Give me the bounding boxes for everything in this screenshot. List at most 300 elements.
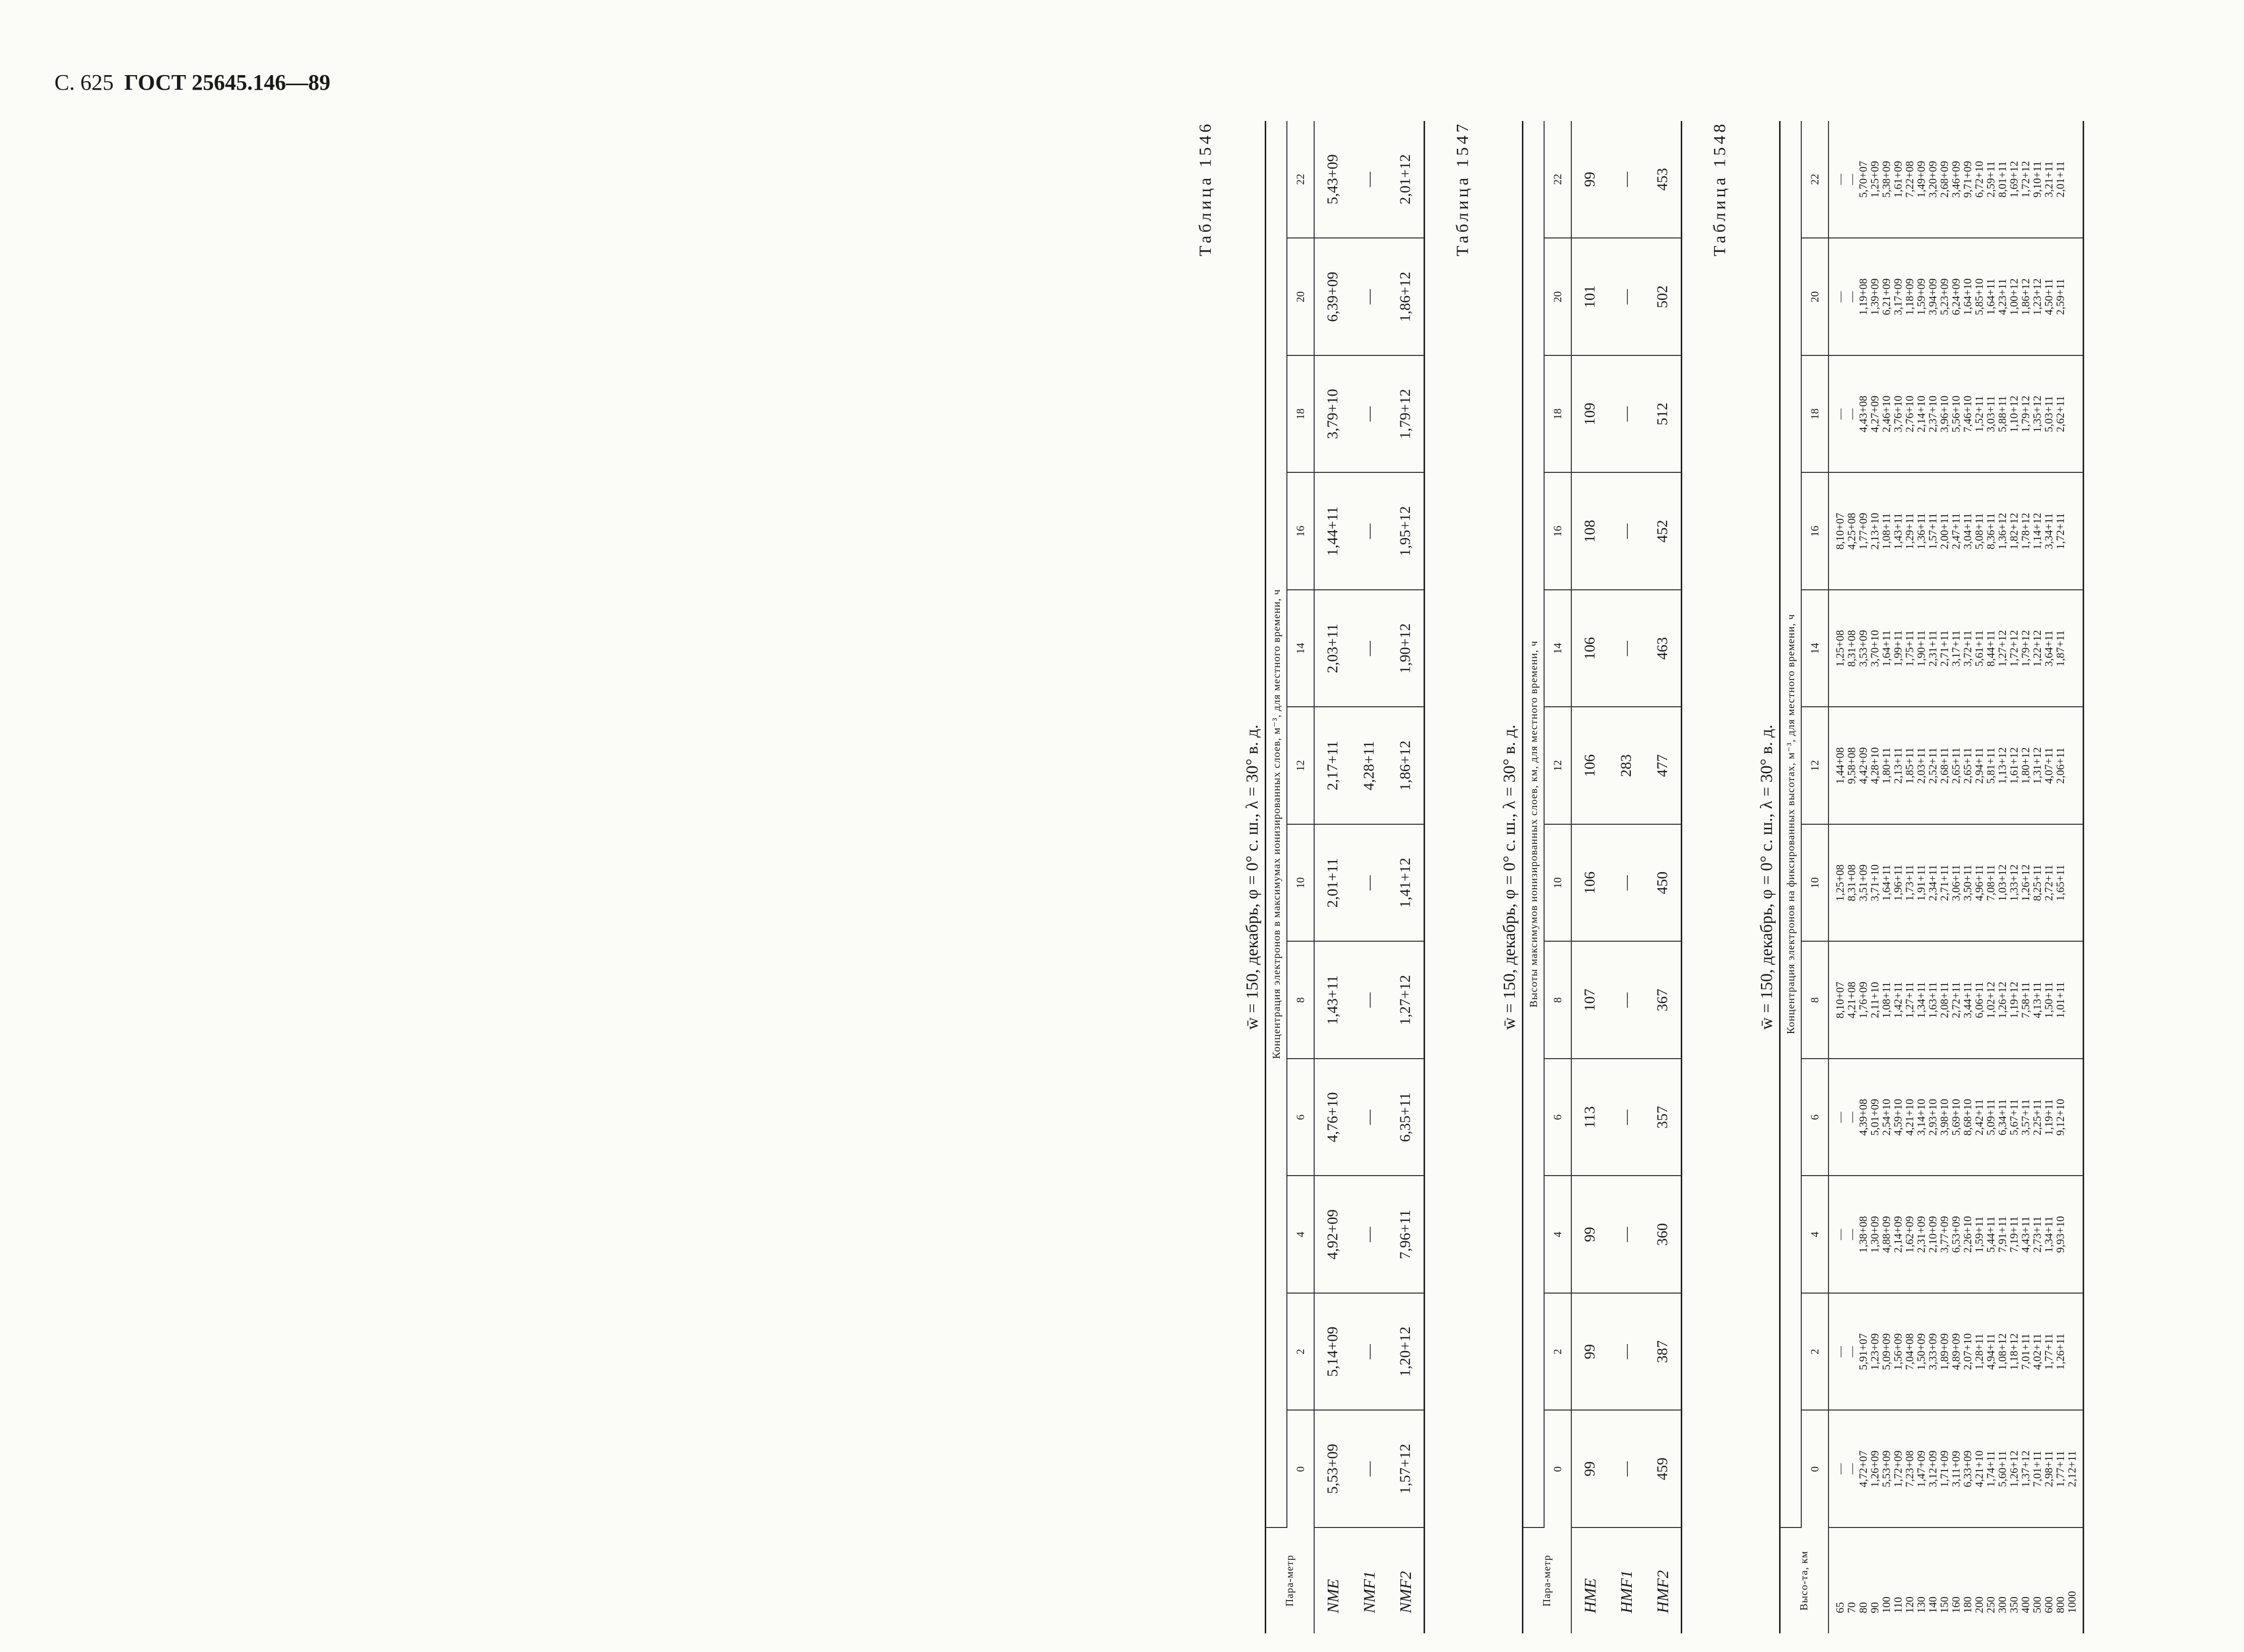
value-cell: 4,23+11 <box>1996 278 2009 315</box>
table-row <box>1351 121 1387 1633</box>
value-cell: 1,30+09 <box>1868 1216 1881 1253</box>
value-cell: 2,07+10 <box>1961 1333 1974 1370</box>
value-cell: 5,61+11 <box>1973 630 1985 667</box>
value-cell: 7,08+11 <box>1984 865 1997 901</box>
value-cell: 2,08+11 <box>1938 982 1951 1018</box>
value-cell: 2,72+11 <box>1950 982 1962 1018</box>
param-name: HME <box>1580 1578 1599 1613</box>
value-cell: 2,31+09 <box>1915 1216 1927 1253</box>
value-cell: 1,80+11 <box>1880 747 1893 784</box>
value-cell: 1,36+12 <box>1996 513 2009 550</box>
value-cell: 4,94+11 <box>1984 1333 1997 1370</box>
value-cell: 4,89+09 <box>1950 1333 1962 1370</box>
value-cell: — <box>1351 121 1387 238</box>
value-cell: 4,21+08 <box>1845 982 1858 1019</box>
value-cell: 6,72+10 <box>1973 161 1985 198</box>
value-cell: 8,01+11 <box>1996 161 2009 198</box>
value-cell: 2,01+11 <box>1314 824 1351 942</box>
value-cell: 2,59+11 <box>1984 161 1997 198</box>
value-cell: 2,17+11 <box>1314 707 1351 825</box>
value-cell: 1,31+12 <box>2031 747 2043 784</box>
hour-header: 4 <box>1544 1176 1571 1294</box>
value-cell: — <box>1608 1411 1644 1528</box>
value-cell: 1,64+10 <box>1961 278 1974 316</box>
value-cell: 3,96+10 <box>1938 395 1951 433</box>
value-cell: 1,59+09 <box>1915 278 1927 316</box>
value-cell: 8,68+10 <box>1961 1098 1974 1136</box>
value-cell: 3,71+10 <box>1868 864 1881 901</box>
value-cell: — <box>1834 291 1846 302</box>
value-column <box>1828 1411 2084 1528</box>
value-cell: 1,96+11 <box>1892 865 1904 901</box>
value-cell: — <box>1351 238 1387 356</box>
value-cell: 5,56+10 <box>1950 395 1962 433</box>
table-1546-block <box>1196 121 1425 1633</box>
value-cell: 6,34+11 <box>1996 1099 2009 1136</box>
value-cell: 99 <box>1571 1411 1608 1528</box>
altitude-value: 200 <box>1973 1597 1985 1613</box>
value-cell: 106 <box>1571 824 1608 942</box>
value-cell: 1,36+11 <box>1915 513 1927 549</box>
param-name: HMF2 <box>1644 1527 1682 1633</box>
value-cell: 1,10+12 <box>2007 395 2020 433</box>
value-cell: 1,71+09 <box>1938 1450 1951 1488</box>
value-cell: 6,39+09 <box>1314 238 1351 356</box>
value-cell: 2,62+11 <box>2054 396 2066 433</box>
value-cell: 7,96+11 <box>1387 1176 1425 1294</box>
value-cell: 1,65+11 <box>2054 865 2066 901</box>
value-cell: 1,72+12 <box>2007 630 2020 667</box>
value-cell: 5,60+11 <box>1996 1450 2009 1487</box>
value-cell: 1,80+12 <box>2019 747 2032 784</box>
value-cell: 99 <box>1571 1293 1608 1411</box>
value-cell: 4,25+08 <box>1845 513 1858 550</box>
value-cell: 1,33+12 <box>2007 864 2020 901</box>
hour-header: 8 <box>1544 942 1571 1059</box>
hour-header: 12 <box>1287 707 1314 825</box>
value-cell: 1,74+11 <box>1984 1450 1997 1487</box>
altitude-header: Высо-та, км <box>1780 1527 1829 1633</box>
value-cell: 7,22+08 <box>1903 161 1916 198</box>
value-cell: 2,25+11 <box>2031 1099 2043 1136</box>
value-cell: — <box>1608 942 1644 1059</box>
value-cell: 1,34+11 <box>2042 1216 2055 1253</box>
value-cell: 1,50+09 <box>1915 1333 1927 1370</box>
value-cell: 1,79+12 <box>2019 630 2032 667</box>
value-cell: 1,34+11 <box>1915 982 1927 1018</box>
value-cell: 2,03+11 <box>1314 590 1351 707</box>
value-cell: 3,34+11 <box>2042 513 2055 549</box>
value-cell: 1,18+12 <box>2007 1333 2020 1370</box>
hour-header: 20 <box>1287 238 1314 356</box>
value-cell: 9,10+11 <box>2031 161 2043 198</box>
value-column <box>1828 473 2084 590</box>
altitude-value: 100 <box>1880 1597 1893 1613</box>
value-cell: 1,25+09 <box>1868 161 1881 198</box>
value-cell: 1,89+09 <box>1938 1333 1951 1370</box>
value-cell: 1,62+09 <box>1903 1216 1916 1253</box>
value-cell: 1,08+11 <box>1880 982 1893 1018</box>
value-cell: 1,79+12 <box>1387 355 1425 473</box>
hour-header: 2 <box>1544 1293 1571 1411</box>
value-cell: 2,01+11 <box>2054 161 2066 198</box>
altitude-value: 400 <box>2019 1597 2032 1613</box>
altitude-value: 250 <box>1984 1597 1997 1613</box>
value-cell: 502 <box>1644 238 1682 356</box>
value-cell: 3,76+10 <box>1892 395 1904 433</box>
value-cell: 1,77+11 <box>2042 1333 2055 1370</box>
value-cell: 2,03+11 <box>1915 747 1927 784</box>
value-cell: 1,77+09 <box>1857 513 1869 550</box>
altitude-value: 350 <box>2007 1597 2020 1613</box>
value-cell: 1,39+09 <box>1868 278 1881 316</box>
value-cell: 4,27+09 <box>1868 395 1881 433</box>
value-cell: 2,47+11 <box>1950 513 1962 549</box>
value-cell: — <box>1608 1059 1644 1176</box>
value-cell: 1,01+11 <box>2054 982 2066 1018</box>
value-cell: 1,47+09 <box>1915 1450 1927 1488</box>
value-cell: — <box>1845 1346 1858 1358</box>
value-cell: 1,91+11 <box>1915 865 1927 901</box>
value-cell: 4,43+08 <box>1857 395 1869 433</box>
altitude-value: 800 <box>2054 1597 2066 1613</box>
value-cell: 4,28+10 <box>1868 747 1881 784</box>
value-cell: 283 <box>1608 707 1644 825</box>
value-cell: 8,31+08 <box>1845 864 1858 901</box>
value-cell: 1,72+11 <box>2054 513 2066 549</box>
value-cell: 2,68+09 <box>1938 161 1951 198</box>
hour-header: 22 <box>1801 121 1828 238</box>
value-cell: — <box>1834 173 1846 185</box>
value-column <box>1828 590 2084 707</box>
value-cell: 2,46+10 <box>1880 395 1893 433</box>
value-cell: 2,42+11 <box>1973 1099 1985 1136</box>
value-cell: 2,98+11 <box>2042 1450 2055 1487</box>
value-cell: 387 <box>1644 1293 1682 1411</box>
hour-header: 0 <box>1287 1411 1314 1528</box>
hour-header: 14 <box>1287 590 1314 707</box>
value-cell: 1,44+08 <box>1834 747 1846 784</box>
altitude-value: 180 <box>1961 1597 1974 1613</box>
altitude-value: 80 <box>1857 1602 1869 1613</box>
value-cell: 3,98+10 <box>1938 1098 1951 1136</box>
value-cell: 2,52+11 <box>1926 747 1939 784</box>
value-cell: 6,21+09 <box>1880 278 1893 316</box>
value-cell: 2,26+10 <box>1961 1216 1974 1253</box>
value-cell: — <box>1845 1463 1858 1475</box>
value-cell: 8,25+11 <box>2031 865 2043 901</box>
value-cell: 4,76+10 <box>1314 1059 1351 1176</box>
hour-header: 0 <box>1544 1411 1571 1528</box>
value-cell: — <box>1351 355 1387 473</box>
param-name: NMF2 <box>1387 1527 1425 1633</box>
value-cell: 2,31+11 <box>1926 630 1939 667</box>
value-cell: 3,21+11 <box>2042 161 2055 198</box>
value-cell: 109 <box>1571 355 1608 473</box>
hour-header: 16 <box>1801 473 1828 590</box>
value-cell: 3,20+09 <box>1926 161 1939 198</box>
value-cell: 3,44+11 <box>1961 982 1974 1018</box>
hour-header: 14 <box>1801 590 1828 707</box>
value-cell: 1,69+12 <box>2007 161 2020 198</box>
value-cell: 1,64+11 <box>1880 630 1893 667</box>
value-cell: 1,87+11 <box>2054 630 2066 667</box>
altitude-value: 600 <box>2042 1597 2055 1613</box>
value-cell: 5,53+09 <box>1880 1450 1893 1488</box>
param-header: Пара-метр <box>1523 1527 1572 1633</box>
value-cell: 6,33+09 <box>1961 1450 1974 1488</box>
value-cell: 1,37+12 <box>2019 1450 2032 1488</box>
value-cell: 3,77+09 <box>1938 1216 1951 1253</box>
altitude-value: 70 <box>1845 1602 1858 1613</box>
value-cell: 1,64+11 <box>1880 865 1893 901</box>
value-cell: — <box>1351 590 1387 707</box>
value-cell: 1,72+09 <box>1892 1450 1904 1488</box>
value-cell: 5,85+10 <box>1973 278 1985 316</box>
value-cell: 6,53+09 <box>1950 1216 1962 1253</box>
param-name: HMF1 <box>1617 1570 1635 1613</box>
hour-header: 0 <box>1801 1411 1828 1528</box>
value-cell: 1,19+11 <box>2042 1099 2055 1136</box>
value-cell: 367 <box>1644 942 1682 1059</box>
value-cell: 4,72+07 <box>1857 1450 1869 1488</box>
value-cell: 3,51+09 <box>1857 864 1869 901</box>
value-cell: 1,99+11 <box>1892 630 1904 667</box>
altitude-value: 140 <box>1926 1597 1939 1613</box>
altitude-value: 120 <box>1903 1597 1916 1613</box>
value-cell: 107 <box>1571 942 1608 1059</box>
value-cell: 108 <box>1571 473 1608 590</box>
value-cell: — <box>1351 1176 1387 1294</box>
value-cell: 106 <box>1571 590 1608 707</box>
value-column <box>1828 824 2084 942</box>
value-cell: 3,46+09 <box>1950 161 1962 198</box>
value-cell: 4,39+08 <box>1857 1098 1869 1136</box>
group-header: Высоты максимумов ионизированных слоев, км, для местного времени, ч <box>1523 121 1545 1527</box>
value-cell: — <box>1608 121 1644 238</box>
value-cell: — <box>1834 1229 1846 1240</box>
hour-header: 18 <box>1287 355 1314 473</box>
value-cell: 5,03+11 <box>2042 396 2055 433</box>
value-cell: 2,14+09 <box>1892 1216 1904 1253</box>
value-column <box>1828 707 2084 825</box>
group-header: Концентрация электронов в максимумах ионизированных слоев, м⁻³, для местного времени, ч <box>1266 121 1287 1527</box>
value-cell: 6,24+09 <box>1950 278 1962 316</box>
table-1548 <box>1779 121 2084 1633</box>
value-cell: 5,09+09 <box>1880 1333 1893 1370</box>
hour-header: 18 <box>1544 355 1571 473</box>
value-cell: 1,72+12 <box>2019 161 2032 198</box>
hour-header: 12 <box>1544 707 1571 825</box>
value-cell: 2,06+11 <box>2054 747 2066 784</box>
value-cell: 1,25+08 <box>1834 864 1846 901</box>
value-cell: 3,04+11 <box>1961 513 1974 549</box>
value-cell: 1,14+12 <box>2031 513 2043 550</box>
value-cell: 113 <box>1571 1059 1608 1176</box>
value-cell: 1,64+11 <box>1984 278 1997 315</box>
value-cell: 3,94+09 <box>1926 278 1939 316</box>
value-cell: 1,08+12 <box>1996 1333 2009 1370</box>
value-cell: 4,21+10 <box>1903 1098 1916 1136</box>
value-cell: — <box>1608 590 1644 707</box>
value-cell: 1,23+09 <box>1868 1333 1881 1370</box>
table-caption: Таблица 1547 <box>1453 121 1472 257</box>
hour-header: 8 <box>1801 942 1828 1059</box>
value-cell: 477 <box>1644 707 1682 825</box>
value-cell: — <box>1351 473 1387 590</box>
hour-header: 2 <box>1287 1293 1314 1411</box>
value-cell: 2,13+10 <box>1868 513 1881 550</box>
value-cell: 1,26+09 <box>1868 1450 1881 1488</box>
table-title: w̄ = 150, декабрь, φ = 0° с. ш., λ = 30° в. д. <box>1243 724 1262 1030</box>
value-cell: 1,29+11 <box>1903 513 1916 549</box>
value-cell: 1,28+11 <box>1973 1333 1985 1370</box>
value-cell: — <box>1834 1463 1846 1475</box>
value-cell: 1,86+12 <box>2019 278 2032 316</box>
value-cell: 3,64+11 <box>2042 630 2055 667</box>
altitude-value: 500 <box>2031 1597 2043 1613</box>
table-1547-block <box>1453 121 1682 1633</box>
value-cell: 1,82+12 <box>2007 513 2020 550</box>
value-cell: 8,36+11 <box>1984 513 1997 549</box>
value-cell: 4,02+11 <box>2031 1333 2043 1370</box>
value-cell: 3,17+11 <box>1950 630 1962 667</box>
table-row <box>1387 121 1425 1633</box>
value-cell: 2,71+11 <box>1938 865 1951 901</box>
value-cell: 2,13+11 <box>1892 747 1904 784</box>
value-cell: 3,53+09 <box>1857 630 1869 667</box>
value-cell: 1,19+12 <box>2007 982 2020 1019</box>
value-cell: 7,58+11 <box>2019 982 2032 1018</box>
value-cell: 4,96+11 <box>1973 865 1985 901</box>
value-cell: 4,59+10 <box>1892 1098 1904 1136</box>
value-cell: 1,52+11 <box>1973 396 1985 433</box>
table-row <box>1608 121 1644 1633</box>
value-cell: — <box>1608 355 1644 473</box>
value-cell: 1,63+11 <box>1926 982 1939 1018</box>
value-cell: 5,01+09 <box>1868 1098 1881 1136</box>
value-cell: — <box>1351 1059 1387 1176</box>
value-cell: 1,43+11 <box>1314 942 1351 1059</box>
hour-header: 10 <box>1801 824 1828 942</box>
value-cell: 5,69+10 <box>1950 1098 1962 1136</box>
value-cell: 1,26+11 <box>2054 1333 2066 1370</box>
value-cell: 1,61+12 <box>2007 747 2020 784</box>
param-name: NMF1 <box>1360 1571 1378 1613</box>
value-cell: 7,91+11 <box>1996 1216 2009 1253</box>
value-cell: 7,19+11 <box>2007 1216 2020 1253</box>
rotated-content <box>1185 121 2244 1633</box>
value-cell: 1,27+12 <box>1996 630 2009 667</box>
value-cell: 4,28+11 <box>1351 707 1387 825</box>
value-cell: 4,13+11 <box>2031 982 2043 1018</box>
value-cell: 8,10+07 <box>1834 513 1846 550</box>
value-cell: — <box>1351 1293 1387 1411</box>
value-cell: 99 <box>1571 1176 1608 1294</box>
value-cell: 5,38+09 <box>1880 161 1893 198</box>
value-cell: 2,65+11 <box>1961 747 1974 784</box>
value-cell: 1,13+12 <box>1996 747 2009 784</box>
value-column <box>1828 1176 2084 1294</box>
value-cell: 2,73+11 <box>2031 1216 2043 1253</box>
value-cell: 4,43+11 <box>2019 1216 2032 1253</box>
hour-header: 14 <box>1544 590 1571 707</box>
hour-header: 12 <box>1801 707 1828 825</box>
value-cell: 463 <box>1644 590 1682 707</box>
value-cell: 1,23+12 <box>2031 278 2043 316</box>
altitude-value: 1000 <box>2065 1591 2078 1613</box>
group-header: Концентрация электронов на фиксированных высотах, м⁻³, для местного времени, ч <box>1780 121 1802 1527</box>
page-header <box>54 70 330 95</box>
value-cell: 9,93+10 <box>2054 1216 2066 1253</box>
value-cell: 1,19+08 <box>1857 278 1869 316</box>
value-cell: 1,95+12 <box>1387 473 1425 590</box>
value-cell: 1,76+09 <box>1857 982 1869 1019</box>
value-cell: 5,14+09 <box>1314 1293 1351 1411</box>
hour-header: 6 <box>1287 1059 1314 1176</box>
table-row <box>1314 121 1351 1633</box>
altitude-value: 90 <box>1868 1602 1881 1613</box>
value-cell: 2,76+10 <box>1903 395 1916 433</box>
value-cell: 1,61+09 <box>1892 161 1904 198</box>
value-cell: 8,31+08 <box>1845 630 1858 667</box>
value-cell: 2,00+11 <box>1938 513 1951 549</box>
value-cell: 3,50+11 <box>1961 865 1974 901</box>
value-cell: 1,00+12 <box>2007 278 2020 316</box>
hour-header: 18 <box>1801 355 1828 473</box>
value-cell: 5,08+11 <box>1973 513 1985 549</box>
value-cell: 9,71+09 <box>1961 161 1974 198</box>
table-caption: Таблица 1546 <box>1196 121 1215 257</box>
hour-header: 16 <box>1287 473 1314 590</box>
value-cell: — <box>1845 408 1858 420</box>
value-cell: 453 <box>1644 121 1682 238</box>
value-cell: 1,02+12 <box>1984 982 1997 1019</box>
value-cell: 5,70+07 <box>1857 161 1869 198</box>
hour-header: 20 <box>1801 238 1828 356</box>
page-number: С. 625 <box>54 70 114 95</box>
value-cell: 1,50+11 <box>2042 982 2055 1018</box>
altitude-value: 300 <box>1996 1597 2009 1613</box>
altitude-value: 110 <box>1892 1597 1904 1613</box>
table-row <box>1644 121 1682 1633</box>
table-1546 <box>1265 121 1425 1633</box>
value-cell: 1,57+12 <box>1387 1411 1425 1528</box>
value-cell: 2,11+10 <box>1868 982 1881 1018</box>
value-cell: 7,23+08 <box>1903 1450 1916 1488</box>
value-cell: — <box>1608 238 1644 356</box>
value-cell: 357 <box>1644 1059 1682 1176</box>
altitude-value: 65 <box>1834 1602 1846 1613</box>
value-cell: 5,23+09 <box>1938 278 1951 316</box>
value-cell: 1,08+11 <box>1880 513 1893 549</box>
value-cell: 3,72+11 <box>1961 630 1974 667</box>
value-cell: 1,44+11 <box>1314 473 1351 590</box>
value-cell: 5,91+07 <box>1857 1333 1869 1370</box>
value-cell: 1,03+12 <box>1996 864 2009 901</box>
value-cell: — <box>1608 1176 1644 1294</box>
value-cell: 5,88+11 <box>1996 396 2009 433</box>
value-cell: 3,57+11 <box>2019 1099 2032 1136</box>
value-cell: 3,12+09 <box>1926 1450 1939 1488</box>
value-cell: 1,38+08 <box>1857 1216 1869 1253</box>
value-cell: — <box>1834 408 1846 420</box>
hour-header: 6 <box>1801 1059 1828 1176</box>
value-cell: 2,94+11 <box>1973 747 1985 784</box>
value-cell: 3,03+11 <box>1984 396 1997 433</box>
value-cell: 101 <box>1571 238 1608 356</box>
value-cell: 7,46+10 <box>1961 395 1974 433</box>
